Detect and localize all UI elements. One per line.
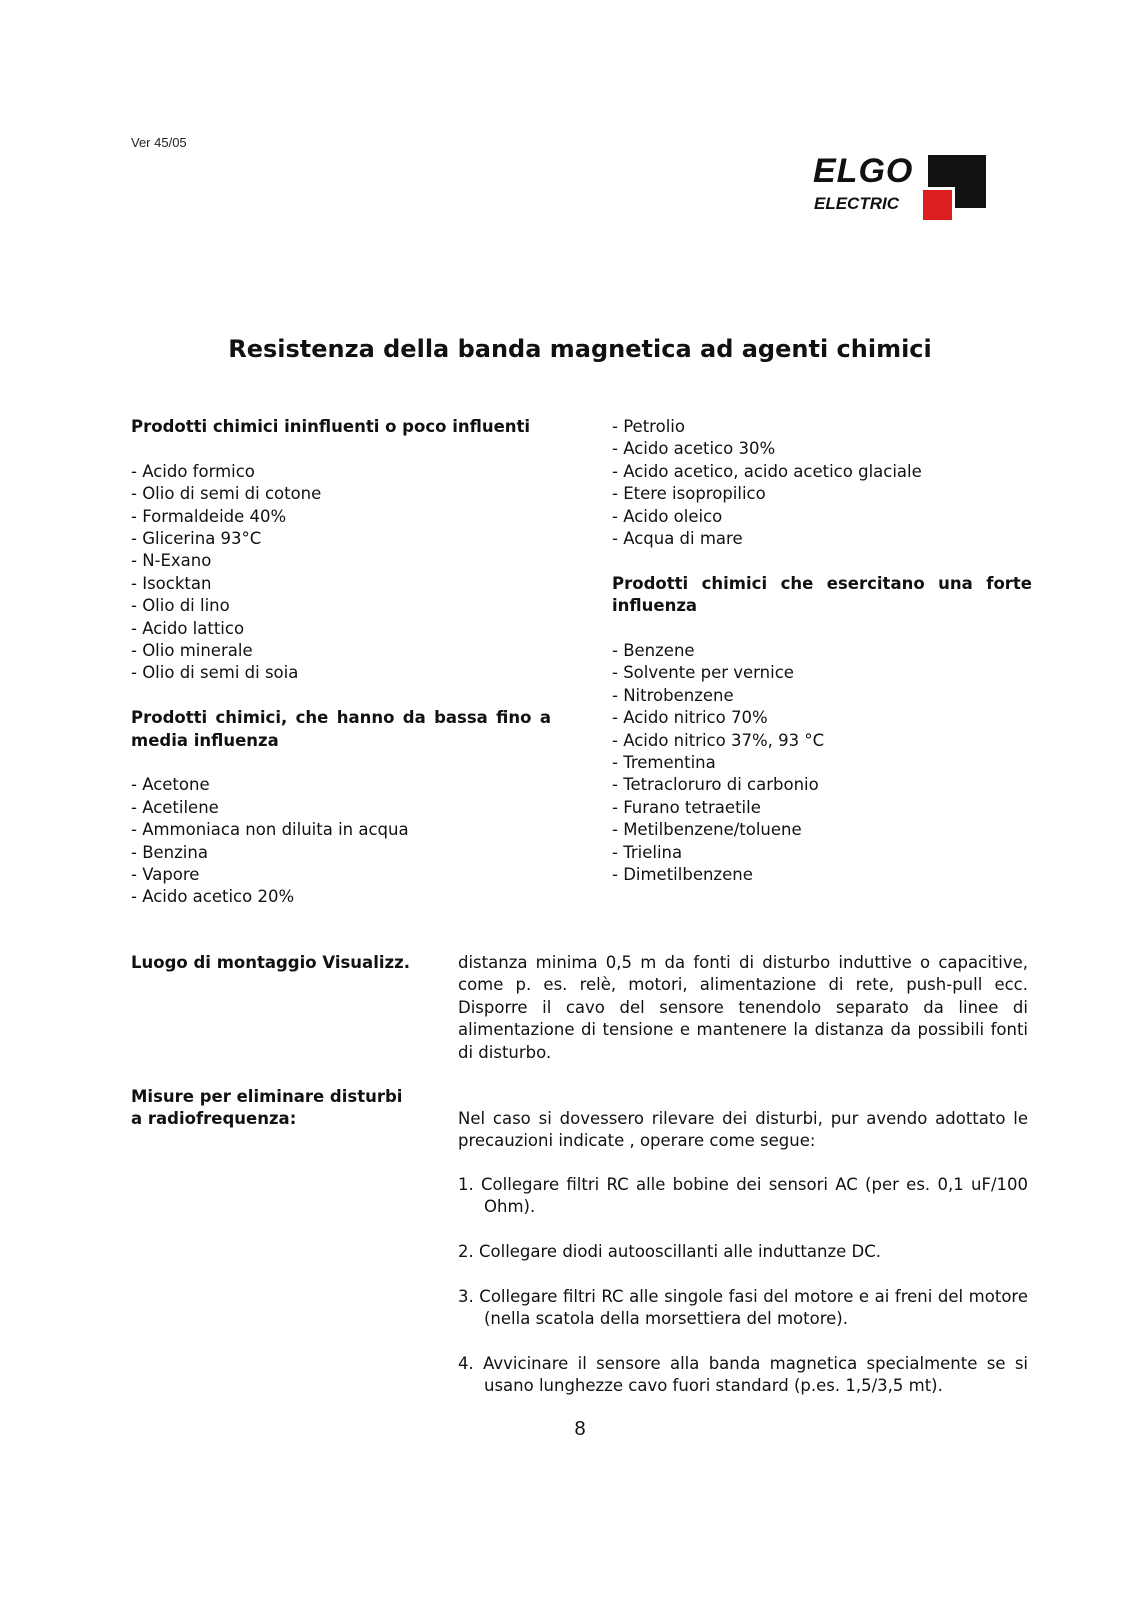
- mounting-location-label: Luogo di montaggio Visualizz.: [131, 953, 410, 972]
- interference-measures-label: [131, 1086, 431, 1131]
- elgo-electric-logo: [813, 153, 990, 221]
- list-item: - Dimetilbenzene: [612, 865, 753, 885]
- list-item: - Acido acetico 20%: [131, 887, 295, 907]
- list-item: - Acido lattico: [131, 618, 245, 638]
- list-item: - Acido nitrico 70%: [612, 708, 768, 728]
- interference-label-line2: a radiofrequenza:: [131, 1109, 297, 1129]
- section-heading-strong-influence: Prodotti chimici che esercitano una forte influenza: [612, 573, 1032, 616]
- list-item: - Benzina: [131, 842, 208, 862]
- left-column: [131, 416, 551, 909]
- list-item: - Glicerina 93°C: [131, 529, 262, 549]
- section-heading-low-influence: Prodotti chimici ininfluenti o poco influenti: [131, 417, 531, 436]
- list-item: - N-Exano: [131, 551, 212, 571]
- list-item: - Furano tetraetile: [612, 797, 761, 817]
- list-item: - Isocktan: [131, 573, 212, 593]
- list-item: - Acido formico: [131, 461, 255, 481]
- list-item: - Acetilene: [131, 797, 219, 817]
- list-item: - Solvente per vernice: [612, 663, 794, 683]
- list-item: - Acido acetico 30%: [612, 439, 776, 459]
- list-item: - Olio di semi di soia: [131, 663, 299, 683]
- mounting-location-text: distanza minima 0,5 m da fonti di disturbo induttive o capacitive, come p. es. relè, motori, alimentazione di rete, push-pull ecc. Disporre il cavo del sensore tenendolo separato da linee di alimentazione di tensione e mantenere la distanza da possibili fonti di disturbo.: [458, 953, 1028, 1062]
- list-item: - Olio di semi di cotone: [131, 484, 322, 504]
- interference-step-4: 4. Avvicinare il sensore alla banda magnetica specialmente se si usano lunghezze cavo fuori standard (p.es. 1,5/3,5 mt).: [458, 1354, 1028, 1396]
- logo-text-electric: ELECTRIC: [814, 194, 899, 213]
- interference-step-3: 3. Collegare filtri RC alle singole fasi del motore e ai freni del motore (nella scatola della morsettiera del motore).: [458, 1287, 1028, 1329]
- section-heading-medium-influence: Prodotti chimici, che hanno da bassa fino a media influenza: [131, 708, 551, 750]
- list-item: - Tetracloruro di carbonio: [612, 775, 819, 795]
- list-item: - Vapore: [131, 865, 200, 885]
- list-item: - Acido nitrico 37%, 93 °C: [612, 730, 825, 750]
- list-item: - Olio minerale: [131, 641, 253, 661]
- list-item: - Ammoniaca non diluita in acqua: [131, 820, 409, 840]
- list-item: - Trementina: [612, 753, 716, 773]
- list-item: - Acido oleico: [612, 506, 723, 526]
- chemical-list-low-influence: [131, 461, 551, 685]
- interference-label-line1: Misure per eliminare disturbi: [131, 1087, 403, 1106]
- logo-red-square: [923, 187, 955, 220]
- page-number: 8: [574, 1418, 586, 1440]
- list-item: - Metilbenzene/toluene: [612, 820, 802, 840]
- list-item: - Etere isopropilico: [612, 484, 766, 504]
- version-label: Ver 45/05: [131, 135, 187, 150]
- list-item: - Formaldeide 40%: [131, 506, 287, 526]
- right-column: [612, 416, 1032, 887]
- chemical-list-medium-influence-continued: [612, 416, 1032, 550]
- interference-step-1: 1. Collegare filtri RC alle bobine dei sensori AC (per es. 0,1 uF/100 Ohm).: [458, 1175, 1028, 1217]
- list-item: - Acetone: [131, 775, 210, 795]
- interference-step-2: 2. Collegare diodi autooscillanti alle induttanze DC.: [458, 1242, 881, 1261]
- page-title: Resistenza della banda magnetica ad agenti chimici: [228, 335, 932, 363]
- list-item: - Olio di lino: [131, 596, 230, 616]
- list-item: - Trielina: [612, 842, 683, 862]
- chemical-list-strong-influence: [612, 640, 1032, 886]
- logo-text-elgo: ELGO: [813, 152, 914, 190]
- list-item: - Acido acetico, acido acetico glaciale: [612, 461, 922, 481]
- list-item: - Nitrobenzene: [612, 685, 734, 705]
- list-item: - Acqua di mare: [612, 529, 743, 549]
- list-item: - Benzene: [612, 641, 695, 661]
- interference-intro-text: Nel caso si dovessero rilevare dei disturbi, pur avendo adottato le precauzioni indicate , operare come segue:: [458, 1109, 1028, 1151]
- chemical-list-medium-influence: [131, 774, 551, 908]
- list-item: - Petrolio: [612, 417, 685, 436]
